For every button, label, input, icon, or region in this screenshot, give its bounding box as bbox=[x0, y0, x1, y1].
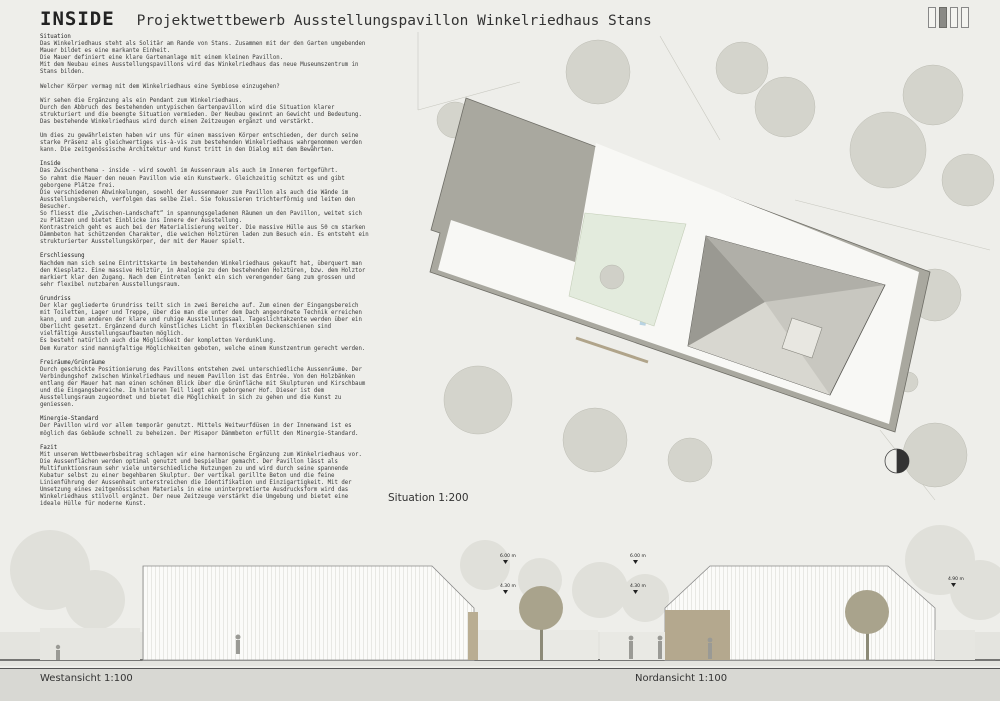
section-heading: Erschliessung bbox=[40, 253, 85, 260]
section-paragraph: Durch den Abbruch des bestehenden untypischen Gartenpavillon wird die Situation klarer strukturiert und die beengte Situation vermieden. Der Neubau gewinnt an Gewicht und Bedeutung. Das bestehende Winkelriedhaus wird durch einen Zeitzeugen ergänzt und verstärkt. bbox=[40, 104, 362, 125]
west-garden-wall bbox=[478, 630, 598, 660]
section-paragraph: Wir sehen die Ergänzung als ein Pendant zum Winkelriedhaus. bbox=[40, 97, 243, 104]
north-entrance-door bbox=[665, 610, 730, 660]
level-marker-n-top bbox=[630, 553, 646, 564]
tree-icon bbox=[942, 154, 994, 206]
tree-icon bbox=[668, 438, 712, 482]
tree-icon bbox=[850, 112, 926, 188]
project-brand: INSIDE bbox=[40, 8, 115, 30]
west-pavilion bbox=[143, 566, 474, 660]
section-heading: Freiräume/Grünräume bbox=[40, 359, 106, 366]
svg-text:4.30 m: 4.30 m bbox=[500, 584, 516, 589]
north-elevation-label: Nordansicht 1:100 bbox=[635, 673, 728, 684]
tree-icon bbox=[563, 408, 627, 472]
section-paragraph: So fliesst die „Zwischen-Landschaft“ in spannungsgeladenen Räumen um den Pavillon, weitet sich zu Plätzen und bietet Einblicke ins Innere der Ausstellung. bbox=[40, 210, 362, 225]
svg-text:4.90 m: 4.90 m bbox=[948, 577, 964, 582]
section-heading: Grundriss bbox=[40, 295, 71, 302]
west-wall bbox=[40, 628, 140, 660]
west-elevation-label: Westansicht 1:100 bbox=[40, 673, 133, 684]
svg-text:4.30 m: 4.30 m bbox=[630, 584, 646, 589]
section-paragraph: Nachdem man sich seine Eintrittskarte im bestehenden Winkelriedhaus gekauft hat, überquert man den Kiesplatz. Eine massive Holztür, in Analogie zu den bestehenden Holztüren, bzw. dem Holztor markiert klar den Zugang. Nach dem Eintreten lenkt ein sich verengender Gang zum grossen und sehr flexibel nutzbaren Ausstellungsraum. bbox=[40, 260, 366, 288]
north-arrow bbox=[885, 449, 909, 473]
level-marker-w-mid bbox=[500, 583, 516, 594]
bottom-strip bbox=[0, 668, 1000, 701]
section-heading: Fazit bbox=[40, 444, 58, 451]
svg-text:6.00 m: 6.00 m bbox=[630, 554, 646, 559]
tree-icon bbox=[903, 65, 963, 125]
elevations bbox=[0, 525, 1000, 666]
section-paragraph: Der klar gegliederte Grundriss teilt sich in zwei Bereiche auf. Zum einen der Eingangsbereich mit Toiletten, Lager und Treppe, über die man die unter dem Dach angeordnete Technik erreichen kann, und zum anderen der klare und ruhige Ausstellungssaal. Tageslichtakzente werden über ein Oberlicht gesetzt. Ergänzend durch künstliches Licht in flexiblen Deckenschienen sind vielfältige Ausstellungsaufbauten möglich. bbox=[40, 303, 362, 338]
svg-text:6.00 m: 6.00 m bbox=[500, 554, 516, 559]
tree-icon bbox=[566, 40, 630, 104]
section-paragraph: Das Zwischenthema - inside - wird sowohl im Aussenraum als auch im Inneren fortgeführt. bbox=[40, 168, 338, 175]
section-paragraph: Das Winkelriedhaus steht als Solitär am Rande von Stans. Zusammen mit der den Garten umgebenden Mauer bildet es eine markante Einheit. bbox=[40, 41, 366, 55]
west-door bbox=[468, 612, 478, 660]
section-heading: Situation bbox=[40, 34, 71, 40]
tree-icon bbox=[755, 77, 815, 137]
north-wall-right bbox=[935, 630, 975, 660]
section-paragraph: Durch geschickte Positionierung des Pavillons entstehen zwei unterschiedliche Aussenräume. Der Verbindungshof zwischen Winkelriedhaus und neuem Pavillon ist das Entrée. Von den Holzbänken entlang der Mauer hat man einen schönen Blick über die Grünfläche mit Skulpturen und Kirschbaum und die Eingangsbereiche. Im hinteren Teil liegt ein geborgener Hof. Dieser ist dem Ausstellungsraum zugeordnet und bietet die Möglichkeit in sich zu gehen und die Kunst zu geniessen. bbox=[40, 366, 366, 409]
section-paragraph: Die verschiedenen Abwinkelungen, sowohl der Aussenmauer zum Pavillon als auch die Wände im Ausstellungsbereich, verfolgen das selbe Ziel. Sie fokussieren trichterförmig und leiten den Besucher. bbox=[40, 189, 356, 210]
section-paragraph: Mit dem Neubau eines Ausstellungspavillons wird das Winkelriedhaus das neue Museumszentrum in Stans bilden. bbox=[40, 62, 359, 76]
section-paragraph: Der Pavillon wird vor allem temporär genutzt. Mittels Weitwurfdüsen in der Innenwand ist es möglich das Gebäude schnell zu beheizen. Der Misapor Dämmbeton erfüllt den Minergie-Standard. bbox=[40, 423, 359, 437]
person-icon bbox=[236, 635, 241, 655]
section-paragraph: Kontrastreich geht es auch bei der Materialisierung weiter. Die massive Hülle aus 50 cm starken Dämmbeton hat schützenden Charakter, die weichen Holztüren laden zum Besuch ein. Es entsteht ein strukturierter Ausstellungskörper, der mit der Mauer spielt. bbox=[40, 225, 369, 246]
court-tree-icon bbox=[600, 265, 624, 289]
section-paragraph: Um dies zu gewährleisten haben wir uns für einen massiven Körper entschieden, der durch seine starke Präsenz als gleichwertiges vis-à-vis zum bestehenden Winkelriedhaus wahrgenommen werden kann. Die zeitgenössische Architektur und Kunst tritt in den Dialog mit dem Bewährten. bbox=[40, 133, 362, 154]
person-icon bbox=[56, 645, 60, 660]
section-paragraph: Die Mauer definiert eine klare Gartenanlage mit einem kleinen Pavillon. bbox=[40, 55, 284, 62]
section-paragraph: Mit unserem Wettbewerbsbeitrag schlagen wir eine harmonische Ergänzung zum Winkelriedhaus vor. Die Aussenflächen werden optimal genutzt und bespielbar gemacht. Der Pavillon lässt als Multifunktionsraum sehr viele unterschiedliche Nutzungen zu und wird durch seine spannende Kubatur selbst zu einer begehbaren Skulptur. Der vertikal gerillte Beton und die feine Linienführung der Aussenhaut unterstreichen die Identifikation und Einzigartigkeit. Mit der Umsetzung eines zeitgenössischen Materials in eine uninterpretierte Ausdrucksform wird das Winkelriedhaus stilvoll ergänzt. Der neue Zeitzeuge verstärkt die Umgebung und bietet eine ideale Hülle für moderne Kunst. bbox=[40, 451, 362, 508]
person-icon bbox=[629, 636, 634, 659]
section-heading: Inside bbox=[40, 161, 61, 168]
section-paragraph: Dem Kurator sind mannigfaltige Möglichkeiten geboten, welche einem Kunstzentrum gerecht werden. bbox=[40, 345, 366, 352]
tree-icon bbox=[716, 42, 768, 94]
project-title: Projektwettbewerb Ausstellungspavillon Winkelriedhaus Stans bbox=[136, 13, 652, 29]
section-paragraph: Welcher Körper vermag mit dem Winkelriedhaus eine Symbiose einzugehen? bbox=[40, 83, 280, 90]
tree-icon bbox=[444, 366, 512, 434]
person-icon bbox=[658, 636, 663, 659]
tree-icon bbox=[903, 423, 967, 487]
section-paragraph: So rahmt die Mauer den neuen Pavillon wie ein Kunstwerk. Gleichzeitig schützt es und gibt geborgene Plätze frei. bbox=[40, 175, 345, 189]
person-icon bbox=[708, 638, 713, 659]
section-heading: Minergie-Standard bbox=[40, 416, 99, 423]
site-plan-label: Situation 1:200 bbox=[388, 492, 469, 504]
section-paragraph: Es besteht natürlich auch die Möglichkeit der kompletten Verdunklung. bbox=[40, 338, 277, 345]
